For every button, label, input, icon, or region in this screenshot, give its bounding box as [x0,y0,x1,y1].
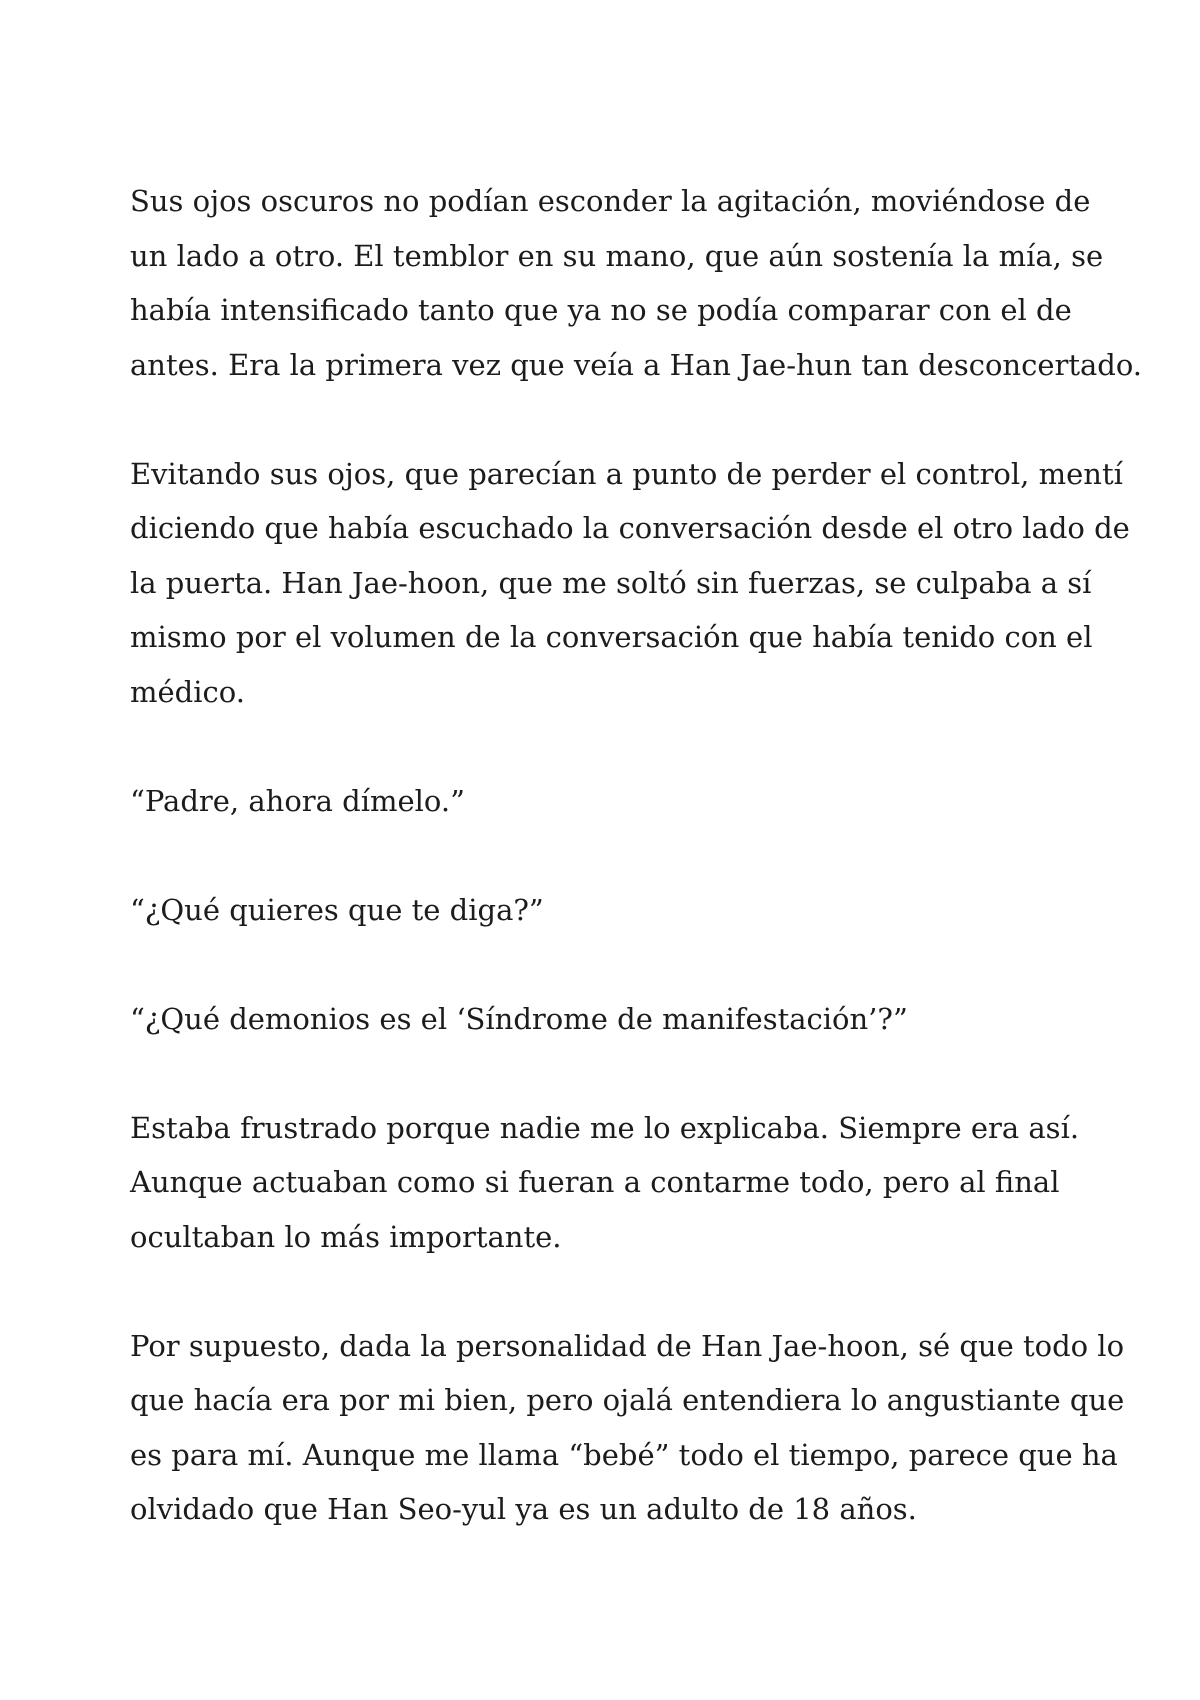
text-line: mismo por el volumen de la conversación que había tenido con el [130,620,1093,654]
document-body [130,174,1143,1537]
text-line: Aunque actuaban como si fueran a contarme todo, pero al final [130,1165,1060,1199]
text-line: es para mí. Aunque me llama “bebé” todo el tiempo, parece que ha [130,1437,1118,1472]
text-line: diciendo que había escuchado la conversación desde el otro lado de [130,511,1130,545]
text-line: “¿Qué demonios es el ‘Síndrome de manifestación’?” [130,1001,908,1036]
text-line: “Padre, ahora dímelo.” [130,783,465,818]
text-line: “¿Qué quieres que te diga?” [130,892,544,927]
text-line: había intensificado tanto que ya no se podía comparar con el de [130,293,1072,327]
text-line: un lado a otro. El temblor en su mano, que aún sostenía la mía, se [130,238,1104,273]
text-line: olvidado que Han Seo-yul ya es un adulto de 18 años. [130,1492,917,1526]
paragraph-6 [130,1101,1090,1265]
dialogue-line-2 [130,883,1090,938]
text-line: médico. [130,674,245,709]
text-line: Por supuesto, dada la personalidad de Han Jae-hoon, sé que todo lo [130,1328,1125,1363]
text-line: que hacía era por mi bien, pero ojalá entendiera lo angustiante que [130,1383,1125,1417]
dialogue-line-3 [130,992,1090,1047]
text-line: antes. Era la primera vez que veía a Han Jae-hun tan desconcertado. [130,347,1143,382]
paragraph-2 [130,447,1130,720]
text-line: Estaba frustrado porque nadie me lo explicaba. Siempre era así. [130,1110,1080,1145]
paragraph-1 [130,174,1143,392]
text-line: la puerta. Han Jae-hoon, que me soltó sin fuerzas, se culpaba a sí [130,565,1092,600]
dialogue-line-1 [130,774,1090,829]
paragraph-7 [130,1319,1125,1537]
text-line: Sus ojos oscuros no podían esconder la agitación, moviéndose de [130,184,1091,218]
text-line: ocultaban lo más importante. [130,1219,562,1254]
text-line: Evitando sus ojos, que parecían a punto de perder el control, mentí [130,456,1123,491]
